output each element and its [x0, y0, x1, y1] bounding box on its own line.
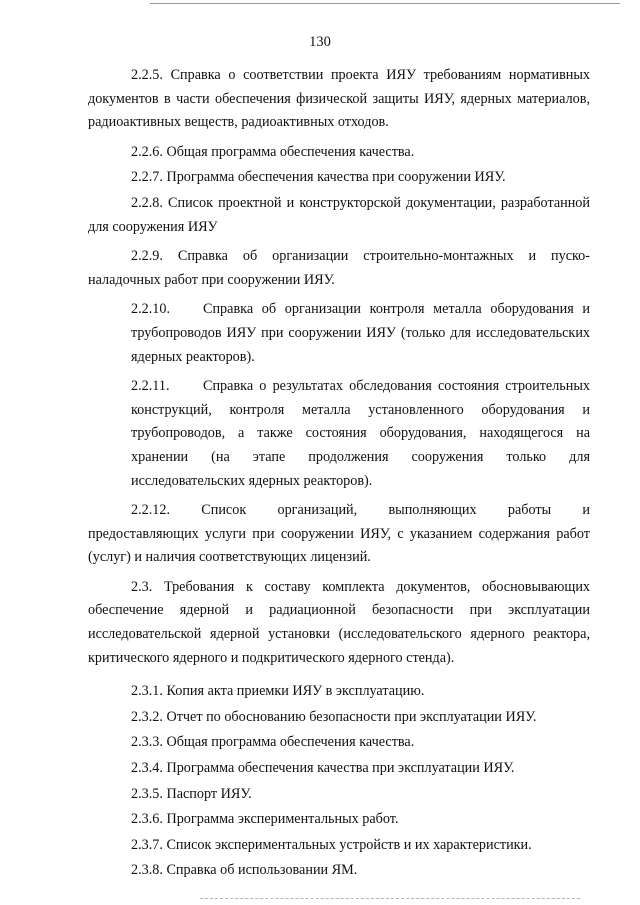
- page-number: 130: [309, 34, 331, 50]
- item-2-2-12-word: и: [582, 502, 590, 519]
- item-2-2-9: 2.2.9. Справка об организации строительно-монтажных и пуско-наладочных работ при сооружении ИЯУ.: [88, 248, 590, 288]
- item-2-2-12-word: работы: [507, 502, 552, 519]
- item-2-2-7: 2.2.7. Программа обеспечения качества при сооружении ИЯУ.: [131, 169, 506, 186]
- scan-bottom-edge-line: [200, 898, 580, 899]
- section-2-3-heading: 2.3. Требования к составу комплекта документов, обосновывающих обеспечение ядерной и радиационной безопасности при эксплуатации исследовательской ядерной установки (исследовательского ядерного реактора, критического ядерного и подкритического ядерного стенда).: [88, 578, 590, 666]
- item-2-3-1: 2.3.1. Копия акта приемки ИЯУ в эксплуатацию.: [131, 683, 425, 700]
- item-2-2-5: 2.2.5. Справка о соответствии проекта ИЯУ требованиям нормативных документов в части обеспечения физической защиты ИЯУ, ядерных материалов, радиоактивных веществ, радиоактивных отходов.: [88, 67, 590, 131]
- item-2-2-10-text: Справка об организации контроля металла оборудования и трубопроводов ИЯУ при сооружении ИЯУ (только для исследовательских ядерных реакторов).: [131, 301, 590, 365]
- item-2-3-6: 2.3.6. Программа экспериментальных работ.: [131, 811, 399, 828]
- item-2-2-8: 2.2.8. Список проектной и конструкторской документации, разработанной для сооружения ИЯУ: [88, 194, 590, 235]
- item-2-2-12-continuation: предоставляющих услуги при сооружении ИЯУ, с указанием содержания работ (услуг) и наличия соответствующих лицензий.: [88, 525, 590, 566]
- item-2-2-12-first-line: [88, 499, 590, 523]
- item-2-2-10: [88, 298, 590, 369]
- item-2-2-11-number: 2.2.11.: [131, 378, 170, 395]
- item-2-2-12-word: организаций,: [277, 502, 358, 519]
- item-2-2-10-number: 2.2.10.: [131, 301, 171, 318]
- item-2-2-12-number: 2.2.12.: [131, 502, 171, 519]
- item-2-3-5: 2.3.5. Паспорт ИЯУ.: [131, 785, 252, 802]
- item-2-3-7: 2.3.7. Список экспериментальных устройств и их характеристики.: [131, 836, 532, 853]
- item-2-2-12-word: Список: [201, 502, 247, 519]
- scan-top-edge-line: [150, 3, 620, 4]
- item-2-3-4: 2.3.4. Программа обеспечения качества при эксплуатации ИЯУ.: [131, 760, 515, 777]
- item-2-2-11-text: Справка о результатах обследования состояния строительных конструкций, контроля металла установленного оборудования и трубопроводов, а также состояния оборудования, находящегося на хранении (на этапе продолжения сооружения только для исследовательских ядерных реакторов).: [131, 378, 590, 489]
- item-2-2-12-word: выполняющих: [388, 502, 477, 519]
- document-body: [88, 64, 590, 883]
- item-2-2-6: 2.2.6. Общая программа обеспечения качества.: [131, 143, 415, 160]
- item-2-2-11: [88, 375, 590, 493]
- item-2-2-12: [88, 499, 590, 570]
- item-2-3-3: 2.3.3. Общая программа обеспечения качества.: [131, 734, 415, 751]
- item-2-3-2: 2.3.2. Отчет по обоснованию безопасности при эксплуатации ИЯУ.: [131, 708, 537, 725]
- item-2-3-8: 2.3.8. Справка об использовании ЯМ.: [131, 862, 358, 879]
